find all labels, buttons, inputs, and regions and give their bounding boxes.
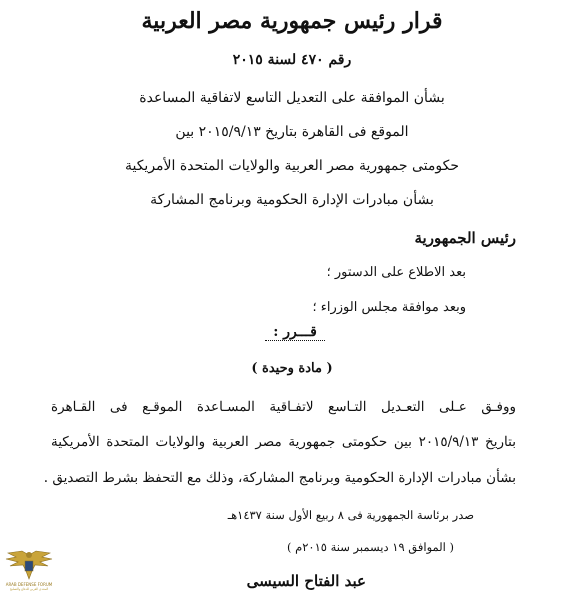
signature: عبد الفتاح السيسى	[246, 572, 366, 590]
subject-line-3: حكومتى جمهورية مصر العربية والولايات المتحدة الأمريكية	[124, 158, 460, 174]
watermark-text: ARAB DEFENSE FORUM	[5, 582, 53, 587]
body-line-1: ووفـق عـلى التعـديل التـاسع لاتفـاقية المسـاعدة الموقـع فى القـاهرة	[51, 399, 516, 415]
president-heading: رئيس الجمهورية	[414, 229, 516, 247]
issued-date-hijri: صدر برئاسة الجمهورية فى ٨ ربيع الأول سنة ١٤٣٧هـ	[227, 508, 474, 522]
subject-line-2: الموقع فى القاهرة بتاريخ ٢٠١٥/٩/١٣ بين	[175, 124, 409, 140]
recital-constitution: بعد الاطلاع على الدستور ؛	[326, 265, 466, 280]
issued-date-gregorian: ( الموافق ١٩ ديسمبر سنة ٢٠١٥م )	[286, 540, 454, 554]
body-line-3: بشأن مبادرات الإدارة الحكومية وبرنامج المشاركة، وذلك مع التحفظ بشرط التصديق .	[43, 470, 516, 486]
eagle-emblem-icon	[4, 549, 54, 582]
decree-label-text: قـــرر :	[265, 324, 325, 341]
article-label: ( مادة وحيدة )	[251, 361, 333, 376]
recital-cabinet: وبعد موافقة مجلس الوزراء ؛	[312, 300, 466, 315]
decree-title: قرار رئيس جمهورية مصر العربية	[141, 8, 443, 34]
body-line-2: بتاريخ ٢٠١٥/٩/١٣ بين حكومتى جمهورية مصر العربية والولايات المتحدة الأمريكية	[51, 434, 516, 450]
watermark-logo	[4, 549, 54, 591]
subject-line-4: بشأن مبادرات الإدارة الحكومية وبرنامج المشاركة	[150, 192, 434, 208]
subject-line-1: بشأن الموافقة على التعديل التاسع لاتفاقية المساعدة	[139, 90, 445, 106]
watermark-subtext: المنتدى العربي للدفاع والتسليح	[9, 587, 49, 591]
decree-label	[250, 324, 340, 340]
decree-number: رقم ٤٧٠ لسنة ٢٠١٥	[232, 52, 352, 68]
